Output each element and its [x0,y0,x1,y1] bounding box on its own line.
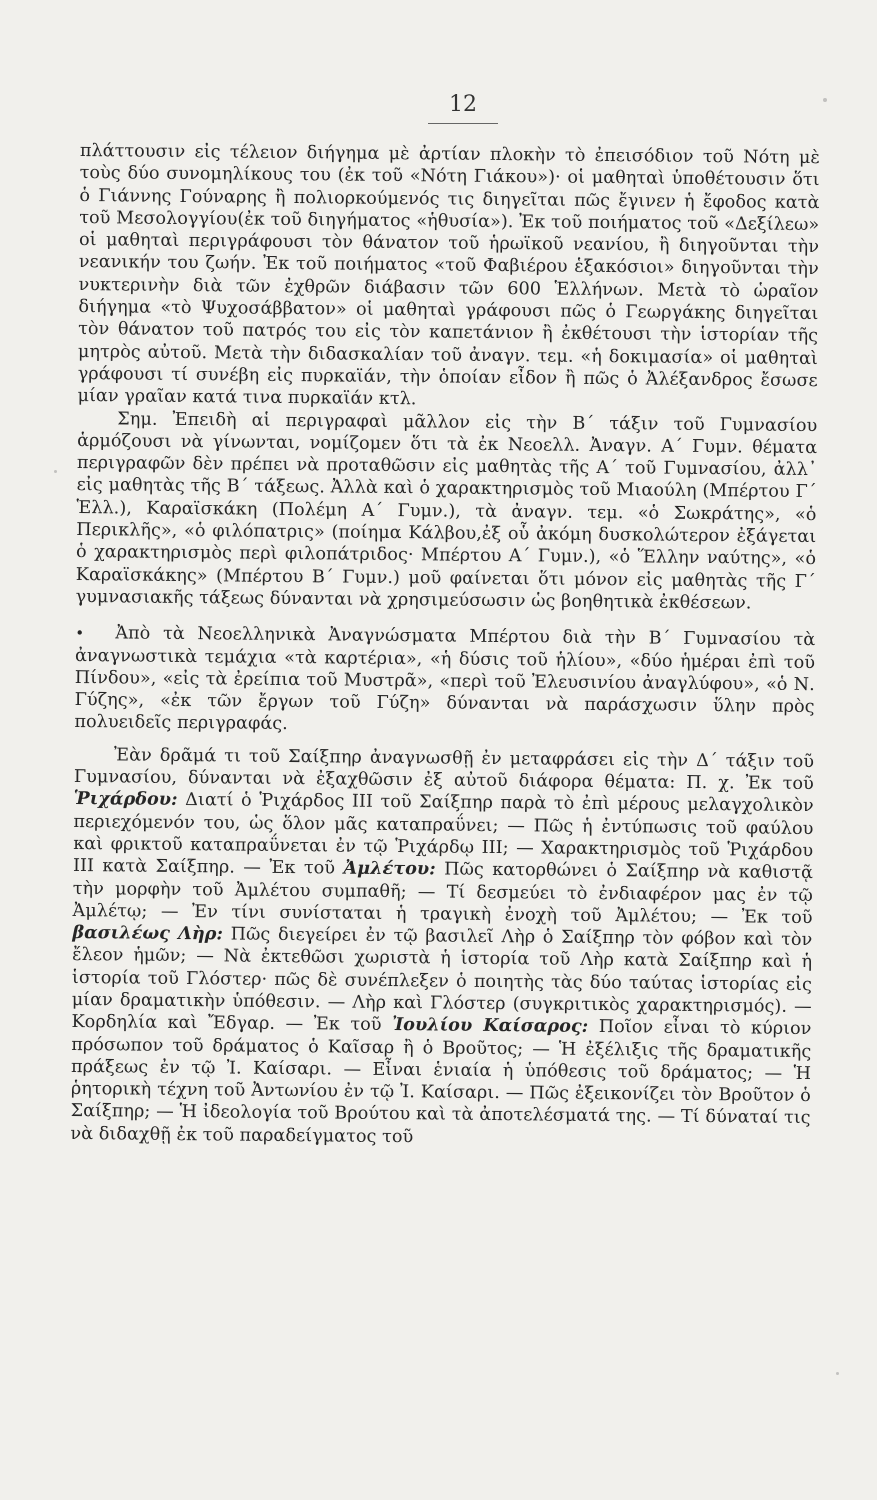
body-text [70,140,820,1152]
paper-speck [54,470,57,473]
text-run: Ἀπὸ τὰ Νεοελληνικὰ Ἀναγνώσματα Μπέρτου διὰ τὴν Β΄ Γυμνασίου τὰ ἀναγνωστικὰ τεμάχια «τὰ καρτέρια», «ἡ δύσις τοῦ ἡλίου», «δύο ἡμέραι ἐπὶ τοῦ Πίνδου», «εἰς τὰ ἐρείπια τοῦ Μυστρᾶ», «περὶ τοῦ Ἐλευσινίου ἀναγλύφου», «ὁ Ν. Γύζης», «ἐκ τῶν ἔργων τοῦ Γύζη» δύνανται νὰ παράσχωσιν ὕλην πρὸς πολυειδεῖς περιγραφάς. [74,623,816,735]
page-number-rule [428,123,498,124]
play-title: Ἀμλέτου: [343,857,436,880]
play-title: Ῥιχάρδου: [73,788,178,811]
text-run: Διατί ὁ Ῥιχάρδος ΙΙΙ τοῦ Σαίξπηρ παρὰ τὸ ἐπὶ μέρους μελαγχολικὸν περιεχόμενόν του, ὡς ὅλον μᾶς καταπραΰνει; — Πῶς ἡ ἐντύπωσις τοῦ φαύλου καὶ φρικτοῦ καταπραΰνεται ἐν τῷ Ῥιχάρδῳ ΙΙΙ; — Χαρακτηρισμὸς τοῦ Ῥιχάρδου ΙΙΙ κατὰ Σαίξπηρ. — Ἐκ τοῦ [72,790,814,879]
paragraph [77,140,820,415]
text-run: Ποῖον εἶναι τὸ κύριον πρόσωπον τοῦ δράματος ὁ Καῖσαρ ἢ ὁ Βροῦτος; — Ἡ ἐξέλιξις τῆς δραματικῆς πράξεως ἐν τῷ Ἰ. Καίσαρι. — Εἶναι ἑνιαία ἡ ὑπόθεσις τοῦ δράματος; — Ἡ ῥητορικὴ τέχνη τοῦ Ἀντωνίου ἐν τῷ Ἰ. Καίσαρι. — Πῶς ἐξεικονίζει τὸν Βροῦτον ὁ Σαίξπηρ; — Ἡ ἰδεολογία τοῦ Βρούτου καὶ τὰ ἀποτελέσματά της. — Τί δύναταί τις νὰ διδαχθῇ ἐκ τοῦ παραδείγματος τοῦ [70,1017,812,1148]
text-run: Ἐὰν δρᾶμά τι τοῦ Σαίξπηρ ἀναγνωσθῇ ἐν μεταφράσει εἰς τὴν Δ΄ τάξιν τοῦ Γυμνασίου, δύνανται νὰ ἐξαχθῶσιν ἐξ αὐτοῦ διάφορα θέματα: Π. χ. Ἐκ τοῦ [73,745,815,795]
text-run: Πῶς διεγείρει ἐν τῷ βασιλεῖ Λὴρ ὁ Σαίξπηρ τὸν φόβον καὶ τὸν ἔλεον ἡμῶν; — Νὰ ἐκτεθῶσι χωριστὰ ἡ ἱστορία τοῦ Λὴρ κατὰ Σαίξπηρ καὶ ἡ ἱστορία τοῦ Γλόστερ· πῶς δὲ συνέπλεξεν ὁ ποιητὴς τὰς δύο ταύτας ἱστορίας εἰς μίαν δραματικὴν ὑπόθεσιν. — Λὴρ καὶ Γλόστερ (συγκριτικὸς χαρακτηρισμός). — Κορδηλία καὶ Ἔδγαρ. — Ἐκ τοῦ [71,924,813,1036]
paragraph [70,744,814,1152]
play-title: Ἰουλίου Καίσαρος: [392,1014,589,1038]
play-title: βασιλέως Λὴρ: [72,922,224,945]
paragraph [74,622,815,741]
margin-bullet-mark: • [75,624,85,643]
paper-speck [836,1372,839,1375]
text-run: Πῶς κατορθώνει ὁ Σαίξπηρ νὰ καθιστᾷ τὴν μορφὴν τοῦ Ἀμλέτου συμπαθῆ; — Τί δεσμεύει τὸ ἐνδιαφέρον μας ἐν τῷ Ἀμλέτῳ; — Ἐν τίνι συνίσταται ἡ τραγικὴ ἐνοχὴ τοῦ Ἀμλέτου; — Ἐκ τοῦ [72,859,814,928]
text-run: πλάττουσιν εἰς τέλειον διήγημα μὲ ἀρτίαν πλοκὴν τὸ ἐπεισόδιον τοῦ Νότη μὲ τοὺς δύο συνομηλίκους του (ἐκ τοῦ «Νότη Γιάκου»)· οἱ μαθηταὶ ὑποθέτουσιν ὅτι ὁ Γιάννης Γούναρης ἢ πολιορκούμενός τις διηγεῖται πῶς ἔγινεν ἡ ἔφοδος κατὰ τοῦ Μεσολογγίου(ἐκ τοῦ διηγήματος «ἡθυσία»). Ἐκ τοῦ ποιήματος τοῦ «Δεξίλεω» οἱ μαθηταὶ περιγράφουσι τὸν θάνατον τοῦ ἡρωϊκοῦ νεανίου, ἢ διηγοῦνται τὴν νεανικήν του ζωήν. Ἐκ τοῦ ποιήματος «τοῦ Φαβιέρου ἑξακόσιοι» διηγοῦνται τὴν νυκτερινὴν διὰ τῶν ἐχθρῶν διάβασιν τῶν 600 Ἑλλήνων. Μετὰ τὸ ὡραῖον διήγημα «τὸ Ψυχοσάββατον» οἱ μαθηταὶ γράφουσι πῶς ὁ Γεωργάκης διηγεῖται τὸν θάνατον τοῦ πατρός του εἰς τὸν καπετάνιον ἢ ἐκθέτουσι τὴν ἱστορίαν τῆς μητρὸς αὐτοῦ. Μετὰ τὴν διδασκαλίαν τοῦ ἀναγν. τεμ. «ἡ δοκιμασία» οἱ μαθηταὶ γράφουσι τί συνέβη εἰς πυρκαϊάν, τὴν ὁποίαν εἶδον ἢ πῶς ὁ Ἀλέξανδρος ἔσωσε μίαν γραῖαν κατά τινα πυρκαϊάν κτλ. [77,140,820,410]
page-number: 12 [449,92,477,117]
paragraph [76,408,818,616]
text-run: Σημ. Ἐπειδὴ αἱ περιγραφαὶ μᾶλλον εἰς τὴν Β΄ τάξιν τοῦ Γυμνασίου ἁρμόζουσι νὰ γίνωνται, νομίζομεν ὅτι τὰ ἐκ Νεοελλ. Ἀναγν. Α΄ Γυμν. θέματα περιγραφῶν δὲν πρέπει νὰ προταθῶσιν εἰς μαθητὰς τῆς Α΄ τοῦ Γυμνασίου, ἀλλ᾽ εἰς μαθητὰς τῆς Β΄ τάξεως. Ἀλλὰ καὶ ὁ χαρακτηρισμὸς τοῦ Μιαούλη (Μπέρτου Γ΄ Ἑλλ.), Καραϊσκάκη (Πολέμη Α΄ Γυμν.), τὰ ἀναγν. τεμ. «ὁ Σωκράτης», «ὁ Περικλῆς», «ὁ φιλόπατρις» (ποίημα Κάλβου,ἐξ οὗ ἀκόμη δυσκολώτερον ἐξάγεται ὁ χαρακτηρισμὸς περὶ φιλοπάτριδος· Μπέρτου Α΄ Γυμν.), «ὁ Ἕλλην ναύτης», «ὁ Καραϊσκάκης» (Μπέρτου Β΄ Γυμν.) μοῦ φαίνεται ὅτι μόνον εἰς μαθητὰς τῆς Γ΄ γυμνασιακῆς τάξεως δύνανται νὰ χρησιμεύσωσιν ὡς βοηθητικὰ ἐκθέσεων. [75,408,818,614]
paper-speck [823,98,827,102]
